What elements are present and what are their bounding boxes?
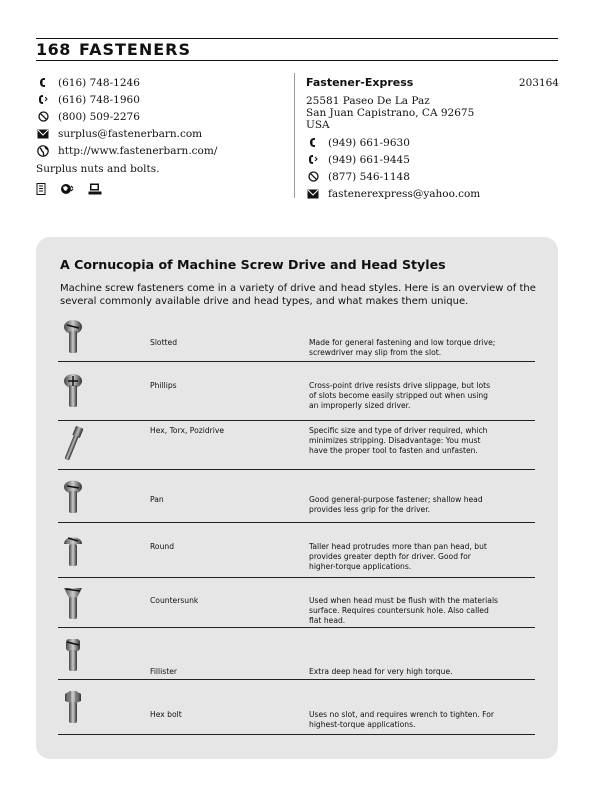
column-divider <box>294 73 295 198</box>
page-number: 168 <box>36 40 71 59</box>
style-description: Made for general fastening and low torque drive; screwdriver may slip from the slot. <box>309 338 496 357</box>
style-row-fillister <box>58 627 535 680</box>
countersunk-screw-icon <box>61 585 85 621</box>
listing-fastenerbarn <box>36 74 286 198</box>
email-icon <box>306 188 320 200</box>
style-name: Slotted <box>150 338 178 347</box>
address-line: San Juan Capistrano, CA 92675 <box>306 107 475 119</box>
pan-head-screw-icon <box>61 479 85 515</box>
style-name: Hex bolt <box>150 710 182 719</box>
driver-bit-icon <box>61 424 85 464</box>
contact-toll-free <box>36 108 286 125</box>
style-row-slotted <box>58 317 535 362</box>
international-icon <box>60 183 74 198</box>
contact-web <box>36 142 286 159</box>
style-description: Extra deep head for very high torque. <box>309 667 453 676</box>
contact-phone <box>36 74 286 91</box>
style-name: Hex, Torx, Pozidrive <box>150 426 225 435</box>
email-icon <box>36 128 50 140</box>
style-row-pan <box>58 469 535 523</box>
style-name: Fillister <box>150 667 177 676</box>
hex-bolt-icon <box>61 689 85 725</box>
contact-text[interactable]: (616) 748-1960 <box>58 93 140 106</box>
style-row-hex-bolt <box>58 679 535 735</box>
fax-icon <box>36 94 50 106</box>
contact-phone <box>306 134 559 151</box>
header-rule <box>36 60 558 61</box>
sidebar-title: A Cornucopia of Machine Screw Drive and Head Styles <box>60 257 446 272</box>
company-heading <box>306 74 559 91</box>
catalog-icon <box>36 183 46 198</box>
contact-text[interactable]: surplus@fastenerbarn.com <box>58 127 203 140</box>
contact-email <box>306 185 559 202</box>
phillips-screw-icon <box>61 373 85 409</box>
company-id: 203164 <box>518 76 559 89</box>
online-order-icon <box>88 183 102 198</box>
sidebar-intro: Machine screw fasteners come in a variety of drive and head styles. Here is an overview of the several commonly available drive and head types, and what makes them unique. <box>60 283 536 307</box>
phone-icon <box>306 137 320 149</box>
contact-toll-free <box>306 168 559 185</box>
company-name: Fastener-Express <box>306 76 414 89</box>
toll-free-icon <box>36 111 50 123</box>
contact-text[interactable]: (616) 748-1246 <box>58 76 140 89</box>
toll-free-icon <box>306 171 320 183</box>
contact-text[interactable]: fastenerexpress@yahoo.com <box>328 187 481 200</box>
style-name: Round <box>150 542 175 551</box>
style-row-hex-torx <box>58 420 535 470</box>
slotted-screw-icon <box>61 319 85 355</box>
contact-fax <box>306 151 559 168</box>
feature-icons <box>36 183 286 198</box>
round-head-screw-icon <box>61 532 85 568</box>
style-row-phillips <box>58 361 535 421</box>
style-name: Pan <box>150 495 164 504</box>
style-description: Used when head must be flush with the materials surface. Requires countersunk hole. Also called flat head. <box>309 596 499 625</box>
section-title: FASTENERS <box>79 40 192 59</box>
style-description: Uses no slot, and requires wrench to tighten. For highest-torque applications. <box>309 710 494 729</box>
style-name: Countersunk <box>150 596 199 605</box>
style-description: Good general-purpose fastener; shallow head provides less grip for the driver. <box>309 495 483 514</box>
contact-text[interactable]: (800) 509-2276 <box>58 110 140 123</box>
address-line: 25581 Paseo De La Paz <box>306 95 430 107</box>
fax-icon <box>306 154 320 166</box>
contact-text[interactable]: http://www.fastenerbarn.com/ <box>58 144 218 157</box>
listing-note: Surplus nuts and bolts. <box>36 163 160 175</box>
contact-text[interactable]: (949) 661-9630 <box>328 136 410 149</box>
style-name: Phillips <box>150 381 177 390</box>
address-line: USA <box>306 119 330 131</box>
contact-text[interactable]: (877) 546-1148 <box>328 170 410 183</box>
page-header <box>36 38 558 61</box>
style-description: Taller head protrudes more than pan head, but provides greater depth for driver. Good for higher-torque applications. <box>309 542 487 571</box>
phone-icon <box>36 77 50 89</box>
web-icon <box>36 145 50 157</box>
contact-email <box>36 125 286 142</box>
company-address <box>306 95 559 131</box>
contact-fax <box>36 91 286 108</box>
contact-text[interactable]: (949) 661-9445 <box>328 153 410 166</box>
style-row-round <box>58 522 535 578</box>
style-description: Specific size and type of driver required, which minimizes stripping. Disadvantage: You must have the proper tool to fasten and unfasten. <box>309 426 488 455</box>
style-description: Cross-point drive resists drive slippage, but lots of slots become easily stripped out when using an improperly sized driver. <box>309 381 491 410</box>
fillister-screw-icon <box>61 637 85 673</box>
listing-fastener-express <box>306 74 559 202</box>
screw-styles-sidebar <box>36 237 558 759</box>
style-row-countersunk <box>58 577 535 628</box>
